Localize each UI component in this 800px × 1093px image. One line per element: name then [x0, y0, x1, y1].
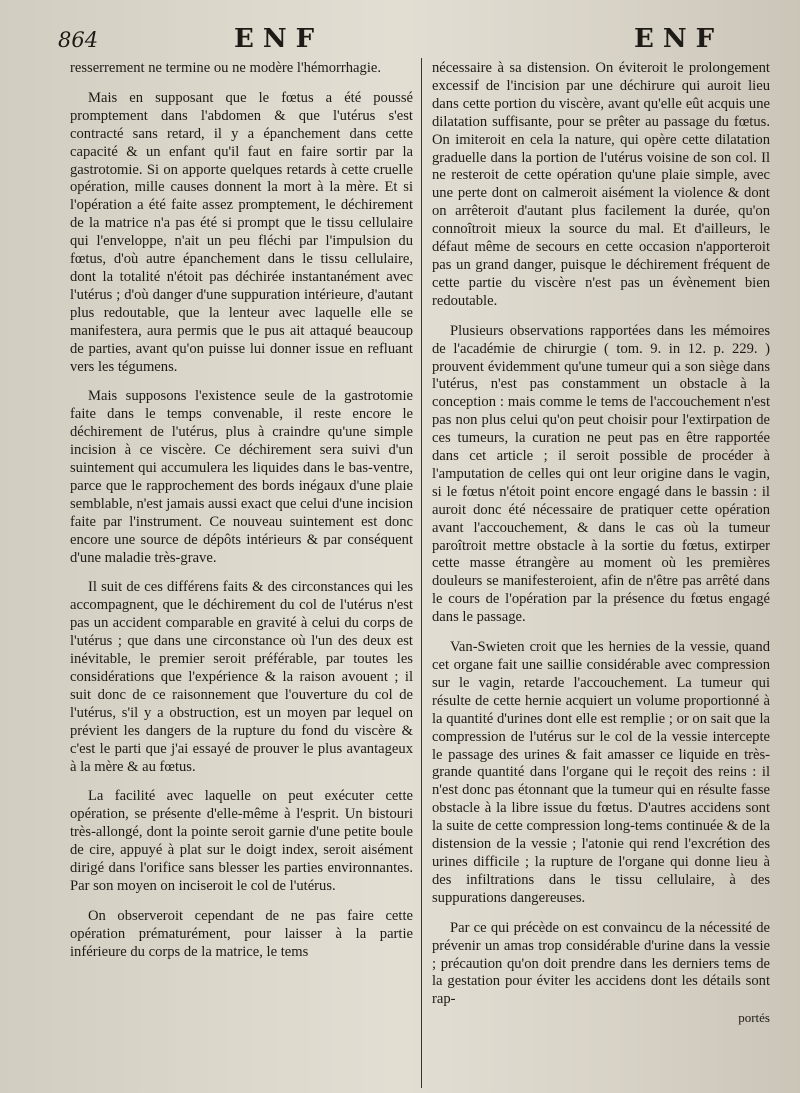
- right-column: [432, 60, 770, 1027]
- paragraph: Plusieurs observations rapportées dans les mémoires de l'académie de chirurgie ( tom. 9. in 12. p. 229. ) prouvent évidemment qu'une tumeur qui a son siège dans l'utérus, n'est pas constamment un obstacle à la conception : mais comme le tems de l'accouchement n'est pas non plus celui qu'on peut choisir pour l'extirpation de ces tumeurs, la curation ne peut pas en être rapportée dans cet article ; il seroit possible de procéder à l'amputation de celles qui ont leur origine dans le vagin, si le fœtus n'étoit point encore engagé dans le bassin : il auroit donc été nécessaire de pratiquer cette opération avant l'accouchement, & dans le cas où la tumeur paroîtroit mettre obstacle à la sortie du fœtus, extirper cette masse étrangère au moment où les premières douleurs se manifesteroient, afin de n'être pas arrêté dans le cours de l'opération par la présence du fœtus engagé dans le passage.: [432, 322, 770, 626]
- catchword: portés: [738, 1010, 770, 1026]
- paragraph: Van-Swieten croit que les hernies de la vessie, quand cet organe fait une saillie considérable avec compression sur le vagin, retarde l'accouchement. La tumeur qui résulte de cette hernie acquiert un volume proportionné à la quantité d'urines dont elle est remplie ; or on sait que la compression de l'utérus sur le col de la vessie intercepte le passage des urines & fait amasser ce liquide en très-grande quantité dans l'organe qui le reçoit des reins : il n'est donc pas étonnant que la tumeur qui en résulte fasse obstacle à la libre issue du fœtus. D'autres accidens sont la suite de cette compression long-tems continuée & de la distension de la vessie ; l'atonie qui rend l'excrétion des urines difficile ; la rupture de l'organe qui donne lieu à des infiltrations dans le tissu cellulaire, à des suppurations dangereuses.: [432, 639, 770, 906]
- left-column: [70, 60, 413, 974]
- page-number: 864: [58, 28, 99, 52]
- paragraph: resserrement ne termine ou ne modère l'hémorrhagie.: [70, 60, 381, 76]
- column-divider: [421, 58, 422, 1088]
- running-head-left: ENF: [234, 24, 324, 54]
- page-header: [58, 22, 760, 54]
- running-head-right: ENF: [634, 24, 724, 54]
- paragraph: Mais en supposant que le fœtus a été poussé promptement dans l'abdomen & que l'utérus s'est contracté sans retard, il y a épanchement dans cette capacité & un enfant qu'il faut en faire sortir par la gastrotomie. Si on apporte quelques retards à cette cruelle opération, mille causes donnent la mort à la mère. Et si l'opération a été faite assez promptement, le déchirement de la matrice n'a pas été si prompt que le tissu cellulaire qui l'enveloppe, n'ait un peu fléchi par l'impulsion du fœtus, d'où autre épanchement dans le tissu cellulaire, dont la totalité n'étoit pas déchirée instantanément avec l'utérus ; d'où danger d'une suppuration intérieure, d'autant plus redoutable, que la lenteur avec laquelle elle se manifestera, aura permis que le pus ait attaqué beaucoup de parties, avant qu'on puisse lui donner issue en refluant vers les tégumens.: [70, 89, 413, 375]
- paragraph: Il suit de ces différens faits & des circonstances qui les accompagnent, que le déchirement du col de l'utérus n'est pas un accident comparable en gravité à celui du corps de l'utérus ; que dans une circonstance où l'un des deux est inévitable, le premier seroit préférable, par toutes les considérations que l'expérience & la raison avouent ; il suit donc de ce raisonnement que l'ouverture du col de l'utérus, s'il y a obstruction, est un moyen par lequel on prévient les dangers de la rupture du fond du viscère & c'est le parti que j'ai essayé de prouver le plus avantageux à la mère & au fœtus.: [70, 579, 413, 775]
- paragraph: nécessaire à sa distension. On éviteroit le prolongement excessif de l'incision par une déchirure qui auroit lieu dans cette portion du viscère, avant qu'elle eût acquis une dilatation suffisante, pour se prêter au passage du fœtus. On imiteroit en cela la nature, qui opère cette dilatation graduelle dans la portion de l'utérus voisine de son col. Il ne resteroit de cette opération qu'une plaie simple, avec une perte dont on calmeroit aisément la violence & dont on arrêteroit d'autant plus facilement la durée, qu'on connoîtroit mieux la source du mal. Et d'ailleurs, le défaut même de secours en cette occasion n'apporteroit pas un grand danger, puisque le déchirement fréquent de cette partie du viscère n'est pas un évènement bien redoutable.: [432, 60, 770, 309]
- paragraph: Par ce qui précède on est convaincu de la nécessité de prévenir un amas trop considérable d'urine dans la vessie ; précaution qu'on doit prendre dans les derniers tems de la gestation pour éviter les accidens dont les détails sont rap-: [432, 919, 770, 1008]
- paragraph: La facilité avec laquelle on peut exécuter cette opération, se présente d'elle-même à l'esprit. Un bistouri très-allongé, dont la pointe seroit garnie d'une petite boule de cire, appuyé à plat sur le doigt index, seroit aisément dirigé dans l'orifice sans blesser les parties environnantes. Par son moyen on inciseroit le col de l'utérus.: [70, 788, 413, 894]
- paragraph: On observeroit cependant de ne pas faire cette opération prématurément, pour laisser à la partie inférieure du corps de la matrice, le tems: [70, 907, 413, 960]
- paragraph: Mais supposons l'existence seule de la gastrotomie faite dans le temps convenable, il reste encore le déchirement de l'utérus, plus à craindre qu'une simple incision à ce viscère. Ce déchirement sera suivi d'un suintement qui accumulera les liquides dans le bas-ventre, parce que le rapprochement des bords inégaux d'une plaie semblable, n'est jamais aussi exact que celui d'une incision faite par l'instrument. Ce nouveau suintement est donc encore une source de dépôts intérieurs & par conséquent d'une maladie très-grave.: [70, 388, 413, 566]
